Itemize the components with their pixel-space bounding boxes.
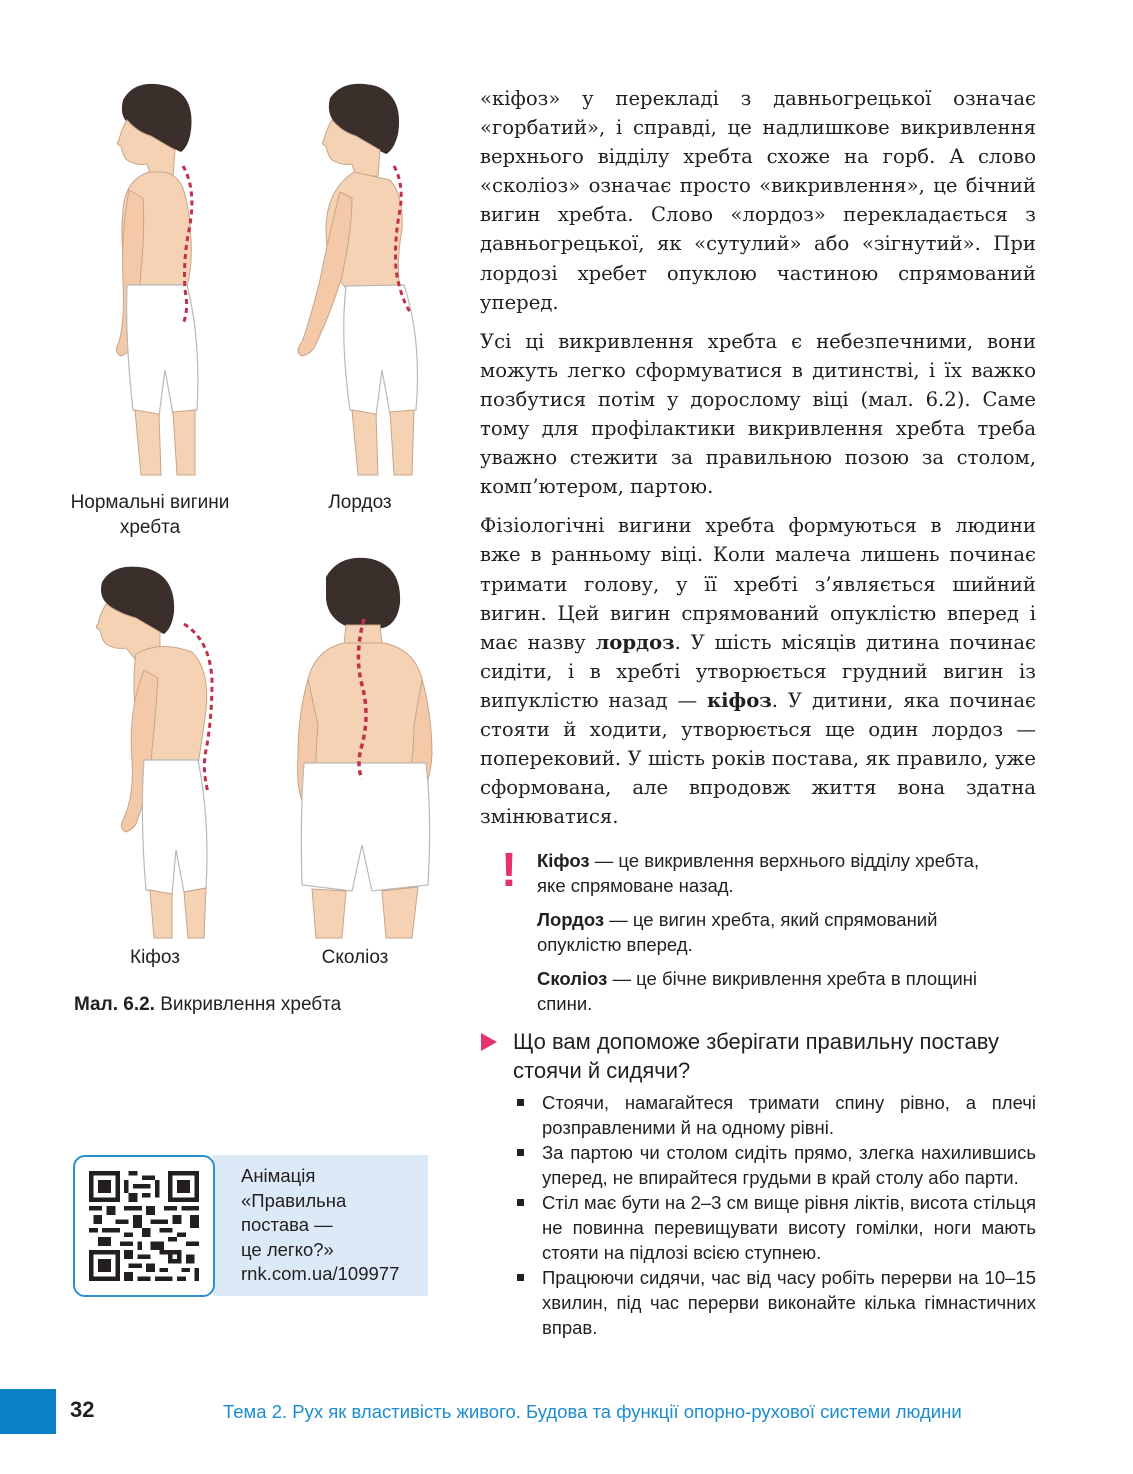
definitions bbox=[537, 848, 1007, 1025]
definition-kyphosis: Кіфоз — це викривлення верхнього відділу хребта, яке спрямоване назад. bbox=[537, 850, 980, 896]
definition-lordosis: Лордоз — це вигин хребта, який спрямований опуклістю вперед. bbox=[537, 909, 938, 955]
qr-code-link[interactable] bbox=[73, 1155, 215, 1297]
caption-scoliosis: Сколіоз bbox=[321, 947, 389, 968]
page-number: 32 bbox=[70, 1397, 95, 1422]
caption-kyphosis: Кіфоз bbox=[130, 947, 180, 968]
tips-list bbox=[514, 1090, 1036, 1340]
qr-caption: Анімація «Правильна постава — це легко?» rnk.com.ua/109977 bbox=[241, 1164, 399, 1287]
main-text bbox=[480, 84, 1036, 841]
paragraph-1: «кіфоз» у перекладі з давньогрецької означає «горбатий», і справді, це надлишкове викривлення верхнього відділу хребта схоже на горб. А слово «сколіоз» означає просто «викривлення», це бічний вигин хребта. Слово «лордоз» перекладається з давньогрецької, як «сутулий» або «зігнутий». При лордозі хребет опуклою частиною спрямований уперед. bbox=[480, 87, 1036, 314]
figure-lordosis bbox=[280, 80, 440, 480]
footer-accent-bar bbox=[0, 1389, 56, 1434]
figure-title: Мал. 6.2. Викривлення хребта bbox=[74, 994, 342, 1015]
paragraph-2: Усі ці викривлення хребта є небезпечними, вони можуть легко сформуватися в дитинстві, і їх важко позбутися потім у дорослому віці (мал. 6.2). Саме тому для профілактики викривлення хребта треба уважно стежити за правильною позою за столом, комп’ютером, партою. bbox=[480, 329, 1036, 499]
qr-box bbox=[73, 1155, 428, 1296]
question: Що вам допоможе зберігати правильну поставу стоячи й сидячи? bbox=[513, 1029, 999, 1083]
qr-url-link[interactable]: rnk.com.ua/109977 bbox=[241, 1263, 400, 1284]
attention-mark: ! bbox=[501, 844, 517, 897]
figure-kyphosis bbox=[80, 560, 240, 940]
definition-scoliosis: Сколіоз — це бічне викривлення хребта в площині спини. bbox=[537, 968, 977, 1014]
list-item: Стіл має бути на 2–3 см вище рівня ліктів, висота стільця не повинна перевищувати висоту гомілки, ноги мають стояти на підлозі всією ступнею. bbox=[514, 1190, 1036, 1265]
figure-normal bbox=[85, 80, 235, 480]
caption-normal: Нормальні вигини хребта bbox=[70, 492, 230, 538]
list-item: За партою чи столом сидіть прямо, злегка нахилившись уперед, не впирайтеся грудьми в край столу або парти. bbox=[514, 1140, 1036, 1190]
caption-lordosis: Лордоз bbox=[328, 492, 392, 513]
running-footer: Тема 2. Рух як властивість живого. Будова та функції опорно-рухової системи людини bbox=[223, 1401, 962, 1422]
figure-scoliosis bbox=[290, 555, 440, 940]
qr-code-icon bbox=[89, 1171, 199, 1281]
question-arrow-icon bbox=[481, 1033, 497, 1051]
list-item: Працюючи сидячи, час від часу робіть перерви на 10–15 хвилин, під час перерви виконайте кілька гімнастичних вправ. bbox=[514, 1265, 1036, 1340]
list-item: Стоячи, намагайтеся тримати спину рівно, а плечі розправленими й на одному рівні. bbox=[514, 1090, 1036, 1140]
paragraph-3: Фізіологічні вигини хребта формуються в людини вже в ранньому віці. Коли малеча лишень починає тримати голову, у її хребті з’являється шийний вигин. Цей вигин спрямований опуклістю вперед і має назву лордоз. У шість місяців дитина починає сидіти, і в хребті утворюється грудний вигин із випуклістю назад — кіфоз. У дитини, яка починає стояти й ходити, утворюється ще один лордоз — поперековий. У шість років постава, як правило, уже сформована, але впродовж життя вона здатна змінюватися. bbox=[480, 514, 1036, 829]
